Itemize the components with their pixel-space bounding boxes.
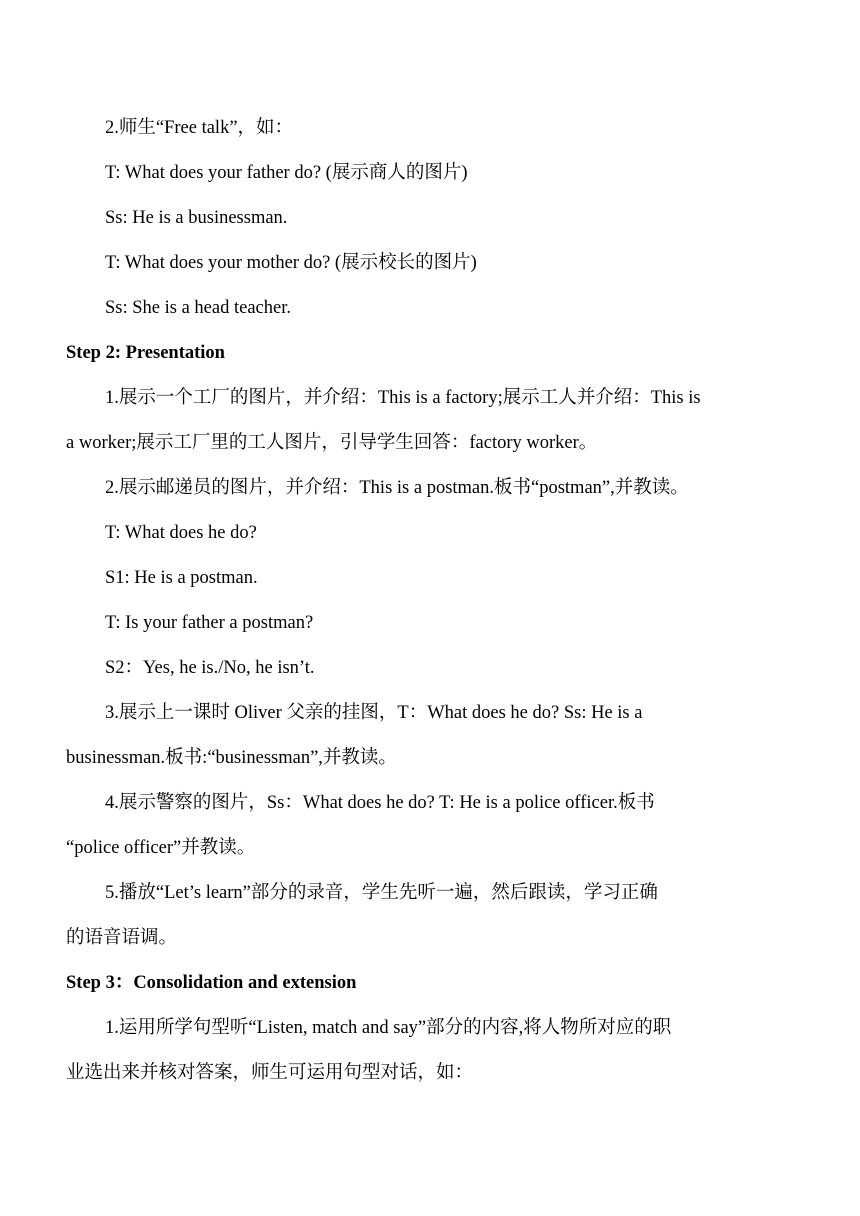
dialogue-line: Ss: She is a head teacher. — [105, 298, 291, 318]
paragraph-line: 5.播放“Let’s learn”部分的录音，学生先听一遍，然后跟读，学习正确 — [105, 883, 658, 903]
dialogue-line: Ss: He is a businessman. — [105, 208, 288, 228]
paragraph-line: 2.展示邮递员的图片，并介绍：This is a postman.板书“postman”,并教读。 — [105, 478, 689, 498]
paragraph-line: 1.运用所学句型听“Listen, match and say”部分的内容,将人物所对应的职 — [105, 1018, 672, 1038]
paragraph-line: 1.展示一个工厂的图片，并介绍：This is a factory;展示工人并介绍：This is — [105, 388, 701, 408]
dialogue-line: T: What does your father do? (展示商人的图片) — [105, 163, 468, 183]
paragraph-line: businessman.板书:“businessman”,并教读。 — [66, 748, 397, 768]
dialogue-line: T: Is your father a postman? — [105, 613, 314, 633]
paragraph-line: a worker;展示工厂里的工人图片，引导学生回答：factory worker。 — [66, 433, 598, 453]
section-heading-step-2: Step 2: Presentation — [66, 343, 225, 363]
paragraph-line: 的语音语调。 — [66, 928, 178, 948]
paragraph-line: 4.展示警察的图片，Ss：What does he do? T: He is a police officer.板书 — [105, 793, 655, 813]
dialogue-line: T: What does he do? — [105, 523, 257, 543]
dialogue-line: S1: He is a postman. — [105, 568, 258, 588]
free-talk-instruction: 2.师生“Free talk”，如： — [105, 118, 294, 138]
paragraph-line: “police officer”并教读。 — [66, 838, 256, 858]
dialogue-line: S2：Yes, he is./No, he isn’t. — [105, 658, 315, 678]
paragraph-line: 业选出来并核对答案，师生可运用句型对话，如： — [66, 1063, 474, 1083]
dialogue-line: T: What does your mother do? (展示校长的图片) — [105, 253, 477, 273]
section-heading-step-3: Step 3：Consolidation and extension — [66, 973, 357, 993]
paragraph-line: 3.展示上一课时 Oliver 父亲的挂图，T：What does he do? Ss: He is a — [105, 703, 643, 723]
